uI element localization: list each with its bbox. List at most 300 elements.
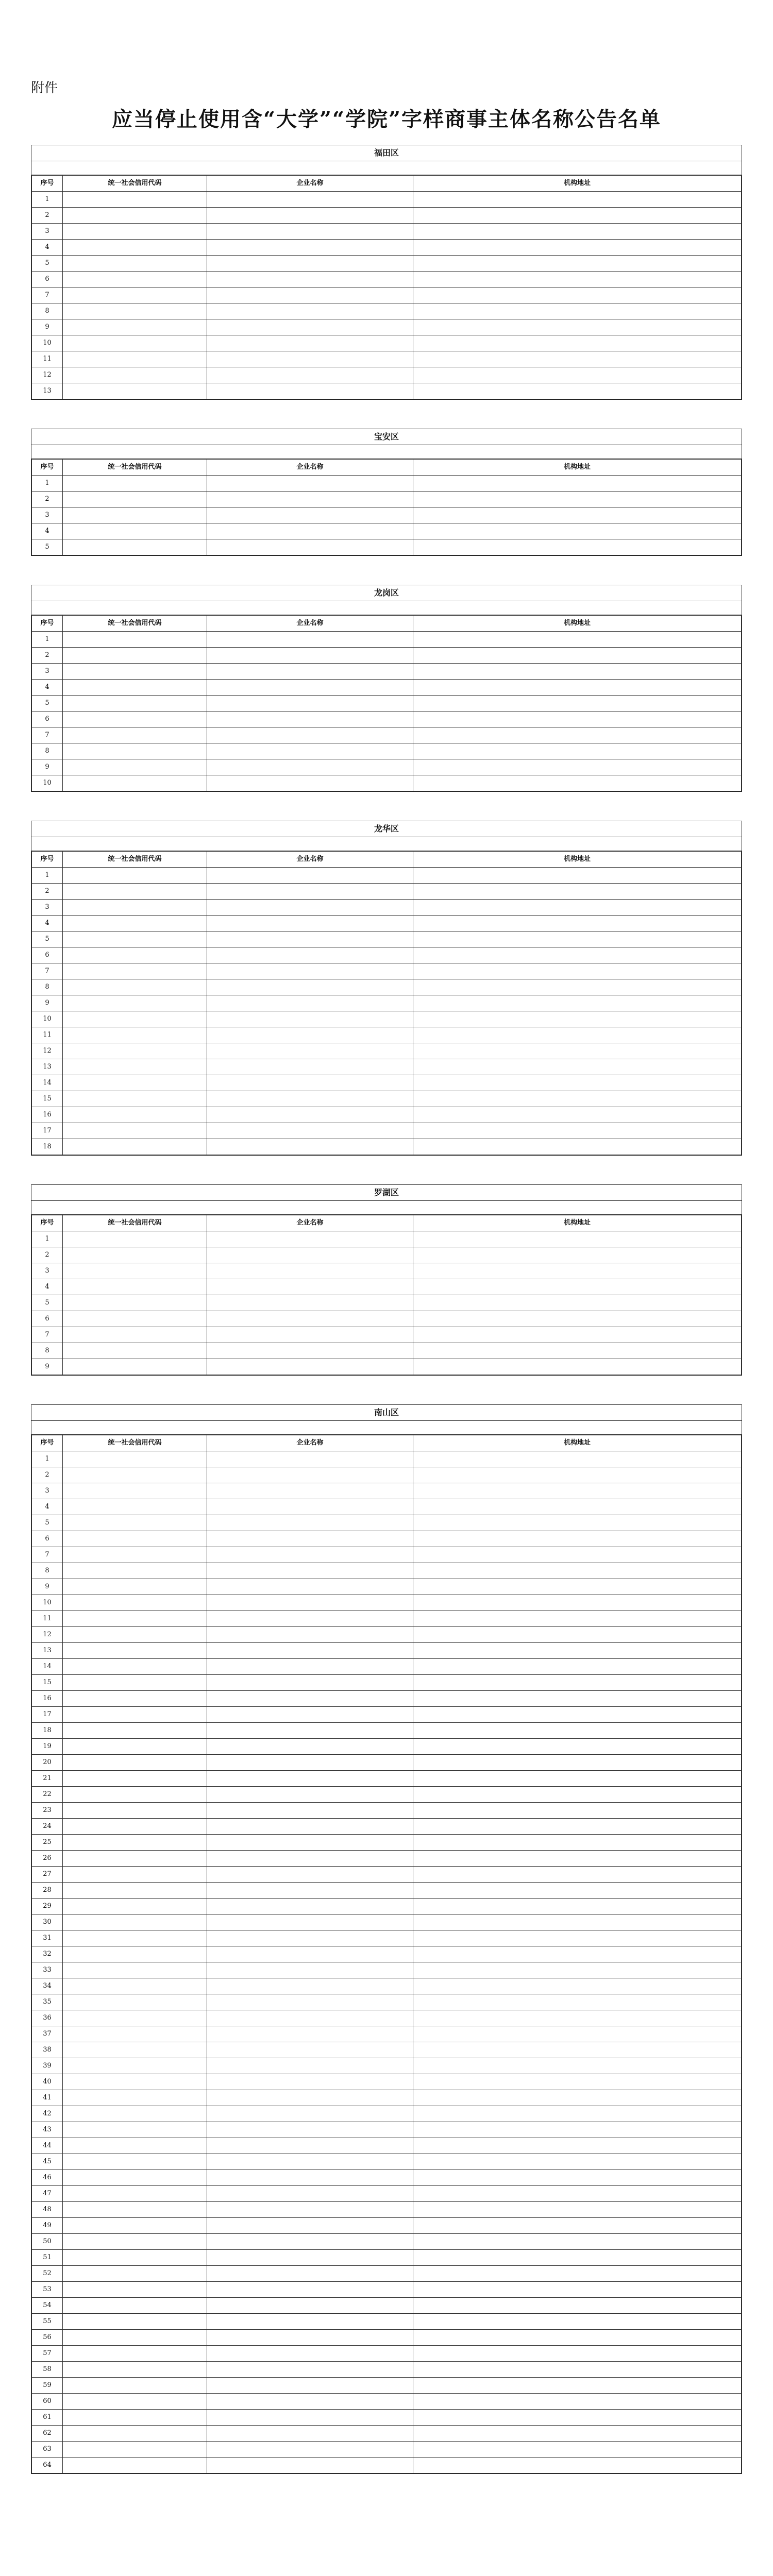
row-number: 56: [32, 2330, 63, 2346]
row-credit-code: [63, 1547, 207, 1563]
row-address: [413, 884, 742, 900]
row-company-name: [207, 884, 413, 900]
row-credit-code: [63, 351, 207, 367]
row-credit-code: [63, 2442, 207, 2458]
row-credit-code: [63, 240, 207, 256]
row-company-name: [207, 1659, 413, 1675]
row-address: [413, 632, 742, 648]
row-address: [413, 1883, 742, 1899]
table-row: [32, 1263, 742, 1279]
row-company-name: [207, 351, 413, 367]
row-number: 20: [32, 1755, 63, 1771]
page-title: 应当停止使用含“大学”“学院”字样商事主体名称公告名单: [111, 107, 662, 131]
row-company-name: [207, 539, 413, 555]
table-row: [32, 539, 742, 555]
row-address: [413, 539, 742, 555]
table-row: [32, 884, 742, 900]
row-address: [413, 2106, 742, 2122]
row-number: 14: [32, 1659, 63, 1675]
row-number: 2: [32, 208, 63, 224]
row-address: [413, 1075, 742, 1091]
row-credit-code: [63, 2330, 207, 2346]
row-number: 7: [32, 727, 63, 743]
row-credit-code: [63, 2234, 207, 2250]
table-row: [32, 1563, 742, 1579]
row-address: [413, 1359, 742, 1375]
row-number: 5: [32, 931, 63, 947]
row-credit-code: [63, 1311, 207, 1327]
row-number: 8: [32, 979, 63, 995]
row-credit-code: [63, 224, 207, 240]
row-number: 1: [32, 476, 63, 492]
row-address: [413, 2122, 742, 2138]
row-credit-code: [63, 2202, 207, 2218]
col-header-no: 序号: [32, 616, 63, 632]
row-number: 31: [32, 1930, 63, 1946]
row-credit-code: [63, 680, 207, 696]
row-company-name: [207, 2314, 413, 2330]
row-address: [413, 1279, 742, 1295]
row-number: 18: [32, 1139, 63, 1155]
row-company-name: [207, 1043, 413, 1059]
row-number: 18: [32, 1723, 63, 1739]
row-number: 32: [32, 1946, 63, 1962]
row-number: 7: [32, 1547, 63, 1563]
district-section: [31, 429, 742, 556]
entity-table: [31, 1435, 742, 2473]
row-company-name: [207, 2170, 413, 2186]
col-header-no: 序号: [32, 460, 63, 476]
row-credit-code: [63, 523, 207, 539]
row-number: 8: [32, 1343, 63, 1359]
entity-table: [31, 459, 742, 555]
row-number: 25: [32, 1835, 63, 1851]
row-credit-code: [63, 2106, 207, 2122]
row-address: [413, 1043, 742, 1059]
row-address: [413, 2394, 742, 2410]
table-row: [32, 2122, 742, 2138]
row-company-name: [207, 1123, 413, 1139]
row-company-name: [207, 1930, 413, 1946]
table-row: [32, 1107, 742, 1123]
row-address: [413, 1851, 742, 1867]
district-contact: [31, 601, 742, 615]
table-row: [32, 1835, 742, 1851]
table-row: [32, 1499, 742, 1515]
row-number: 60: [32, 2394, 63, 2410]
row-credit-code: [63, 1359, 207, 1375]
row-credit-code: [63, 539, 207, 555]
row-credit-code: [63, 1107, 207, 1123]
row-address: [413, 1946, 742, 1962]
row-address: [413, 1899, 742, 1914]
row-credit-code: [63, 1899, 207, 1914]
row-address: [413, 2346, 742, 2362]
row-address: [413, 2362, 742, 2378]
row-company-name: [207, 256, 413, 272]
row-company-name: [207, 1723, 413, 1739]
col-header-address: 机构地址: [413, 616, 742, 632]
row-number: 10: [32, 775, 63, 791]
table-header-row: [32, 616, 742, 632]
row-company-name: [207, 367, 413, 383]
row-number: 5: [32, 256, 63, 272]
table-row: [32, 1531, 742, 1547]
table-row: [32, 2058, 742, 2074]
row-company-name: [207, 1483, 413, 1499]
row-address: [413, 2314, 742, 2330]
row-address: [413, 1059, 742, 1075]
row-credit-code: [63, 664, 207, 680]
row-address: [413, 1867, 742, 1883]
row-credit-code: [63, 931, 207, 947]
row-credit-code: [63, 303, 207, 319]
row-address: [413, 1978, 742, 1994]
row-number: 23: [32, 1803, 63, 1819]
row-address: [413, 2186, 742, 2202]
district-contact: [31, 1421, 742, 1435]
row-credit-code: [63, 979, 207, 995]
table-row: [32, 696, 742, 711]
row-company-name: [207, 868, 413, 884]
row-credit-code: [63, 2266, 207, 2282]
row-company-name: [207, 2458, 413, 2473]
row-number: 61: [32, 2410, 63, 2426]
row-credit-code: [63, 492, 207, 507]
row-company-name: [207, 1547, 413, 1563]
col-header-no: 序号: [32, 852, 63, 868]
table-row: [32, 1867, 742, 1883]
row-number: 44: [32, 2138, 63, 2154]
row-company-name: [207, 1962, 413, 1978]
row-company-name: [207, 1075, 413, 1091]
row-credit-code: [63, 2362, 207, 2378]
table-row: [32, 1914, 742, 1930]
row-number: 6: [32, 1311, 63, 1327]
row-credit-code: [63, 1835, 207, 1851]
table-row: [32, 2106, 742, 2122]
row-address: [413, 208, 742, 224]
table-row: [32, 1295, 742, 1311]
row-company-name: [207, 1787, 413, 1803]
row-address: [413, 1091, 742, 1107]
table-row: [32, 1691, 742, 1707]
row-credit-code: [63, 2346, 207, 2362]
row-address: [413, 1755, 742, 1771]
row-address: [413, 1547, 742, 1563]
row-number: 50: [32, 2234, 63, 2250]
row-company-name: [207, 2090, 413, 2106]
row-number: 48: [32, 2202, 63, 2218]
row-address: [413, 727, 742, 743]
col-header-address: 机构地址: [413, 1435, 742, 1451]
table-row: [32, 2154, 742, 2170]
row-credit-code: [63, 1043, 207, 1059]
entity-table: [31, 1215, 742, 1375]
row-credit-code: [63, 192, 207, 208]
row-company-name: [207, 507, 413, 523]
table-row: [32, 476, 742, 492]
table-row: [32, 1139, 742, 1155]
table-row: [32, 2426, 742, 2442]
row-credit-code: [63, 648, 207, 664]
row-company-name: [207, 963, 413, 979]
row-credit-code: [63, 1627, 207, 1643]
row-address: [413, 979, 742, 995]
row-company-name: [207, 995, 413, 1011]
table-row: [32, 1787, 742, 1803]
row-company-name: [207, 1531, 413, 1547]
table-row: [32, 1451, 742, 1467]
row-number: 26: [32, 1851, 63, 1867]
row-company-name: [207, 1343, 413, 1359]
table-row: [32, 1343, 742, 1359]
sections-container: [31, 145, 742, 2474]
row-address: [413, 2330, 742, 2346]
entity-table: [31, 175, 742, 399]
row-company-name: [207, 492, 413, 507]
row-number: 46: [32, 2170, 63, 2186]
row-number: 49: [32, 2218, 63, 2234]
row-address: [413, 1343, 742, 1359]
row-number: 1: [32, 868, 63, 884]
row-company-name: [207, 2330, 413, 2346]
row-credit-code: [63, 995, 207, 1011]
row-address: [413, 335, 742, 351]
row-credit-code: [63, 759, 207, 775]
table-row: [32, 1359, 742, 1375]
row-company-name: [207, 1563, 413, 1579]
table-header-row: [32, 1215, 742, 1231]
col-header-code: 统一社会信用代码: [63, 460, 207, 476]
row-address: [413, 711, 742, 727]
row-address: [413, 1515, 742, 1531]
table-row: [32, 1231, 742, 1247]
row-number: 10: [32, 1011, 63, 1027]
table-row: [32, 1643, 742, 1659]
row-address: [413, 476, 742, 492]
row-number: 1: [32, 1451, 63, 1467]
district-contact: [31, 445, 742, 459]
row-company-name: [207, 680, 413, 696]
row-company-name: [207, 287, 413, 303]
table-row: [32, 2394, 742, 2410]
table-row: [32, 192, 742, 208]
row-credit-code: [63, 2170, 207, 2186]
row-company-name: [207, 1611, 413, 1627]
row-number: 13: [32, 1059, 63, 1075]
table-row: [32, 1247, 742, 1263]
row-company-name: [207, 1595, 413, 1611]
row-address: [413, 1803, 742, 1819]
row-company-name: [207, 1467, 413, 1483]
table-row: [32, 1547, 742, 1563]
row-company-name: [207, 1107, 413, 1123]
row-number: 52: [32, 2266, 63, 2282]
row-credit-code: [63, 1659, 207, 1675]
table-row: [32, 995, 742, 1011]
row-address: [413, 1123, 742, 1139]
row-credit-code: [63, 2138, 207, 2154]
row-credit-code: [63, 868, 207, 884]
row-credit-code: [63, 2122, 207, 2138]
row-credit-code: [63, 2154, 207, 2170]
table-row: [32, 916, 742, 931]
row-number: 1: [32, 192, 63, 208]
row-number: 3: [32, 664, 63, 680]
row-company-name: [207, 303, 413, 319]
row-company-name: [207, 272, 413, 287]
table-row: [32, 979, 742, 995]
row-company-name: [207, 931, 413, 947]
table-row: [32, 1311, 742, 1327]
row-company-name: [207, 2394, 413, 2410]
row-number: 51: [32, 2250, 63, 2266]
district-contact: [31, 1201, 742, 1215]
row-company-name: [207, 900, 413, 916]
row-address: [413, 287, 742, 303]
row-number: 62: [32, 2426, 63, 2442]
row-credit-code: [63, 272, 207, 287]
table-row: [32, 2026, 742, 2042]
col-header-code: 统一社会信用代码: [63, 852, 207, 868]
district-section: [31, 1404, 742, 2474]
table-row: [32, 1819, 742, 1835]
row-address: [413, 2042, 742, 2058]
row-address: [413, 995, 742, 1011]
row-credit-code: [63, 1962, 207, 1978]
table-row: [32, 1467, 742, 1483]
table-row: [32, 523, 742, 539]
row-number: 17: [32, 1123, 63, 1139]
row-number: 41: [32, 2090, 63, 2106]
row-address: [413, 1579, 742, 1595]
row-company-name: [207, 2442, 413, 2458]
table-row: [32, 2042, 742, 2058]
row-company-name: [207, 2218, 413, 2234]
row-credit-code: [63, 208, 207, 224]
row-company-name: [207, 208, 413, 224]
row-address: [413, 1835, 742, 1851]
table-row: [32, 2170, 742, 2186]
row-address: [413, 2074, 742, 2090]
row-company-name: [207, 1803, 413, 1819]
row-credit-code: [63, 1499, 207, 1515]
row-company-name: [207, 1027, 413, 1043]
district-contact: [31, 837, 742, 851]
table-row: [32, 507, 742, 523]
row-company-name: [207, 1263, 413, 1279]
row-company-name: [207, 2042, 413, 2058]
row-address: [413, 2026, 742, 2042]
row-credit-code: [63, 775, 207, 791]
table-row: [32, 1962, 742, 1978]
row-number: 38: [32, 2042, 63, 2058]
row-company-name: [207, 2010, 413, 2026]
row-company-name: [207, 523, 413, 539]
district-section: [31, 1184, 742, 1376]
row-address: [413, 272, 742, 287]
table-row: [32, 1579, 742, 1595]
attachment-label: 附件: [31, 80, 58, 96]
row-company-name: [207, 1851, 413, 1867]
table-row: [32, 1027, 742, 1043]
table-row: [32, 1091, 742, 1107]
table-row: [32, 2314, 742, 2330]
table-row: [32, 2074, 742, 2090]
row-number: 15: [32, 1675, 63, 1691]
row-address: [413, 2426, 742, 2442]
row-address: [413, 775, 742, 791]
row-company-name: [207, 1691, 413, 1707]
table-row: [32, 303, 742, 319]
row-company-name: [207, 1914, 413, 1930]
row-company-name: [207, 1311, 413, 1327]
row-company-name: [207, 1835, 413, 1851]
table-row: [32, 2218, 742, 2234]
row-number: 5: [32, 1515, 63, 1531]
row-company-name: [207, 1499, 413, 1515]
row-company-name: [207, 2234, 413, 2250]
row-number: 17: [32, 1707, 63, 1723]
row-number: 5: [32, 696, 63, 711]
row-address: [413, 2218, 742, 2234]
row-company-name: [207, 664, 413, 680]
row-company-name: [207, 632, 413, 648]
table-row: [32, 1707, 742, 1723]
row-company-name: [207, 2202, 413, 2218]
row-number: 8: [32, 303, 63, 319]
table-row: [32, 224, 742, 240]
row-address: [413, 2298, 742, 2314]
row-number: 3: [32, 507, 63, 523]
col-header-name: 企业名称: [207, 1435, 413, 1451]
row-credit-code: [63, 632, 207, 648]
table-row: [32, 1771, 742, 1787]
table-row: [32, 947, 742, 963]
row-address: [413, 1027, 742, 1043]
row-number: 36: [32, 2010, 63, 2026]
row-number: 63: [32, 2442, 63, 2458]
table-header-row: [32, 460, 742, 476]
row-address: [413, 367, 742, 383]
row-address: [413, 192, 742, 208]
row-credit-code: [63, 1771, 207, 1787]
row-number: 28: [32, 1883, 63, 1899]
table-row: [32, 680, 742, 696]
row-company-name: [207, 319, 413, 335]
entity-table: [31, 615, 742, 791]
row-address: [413, 351, 742, 367]
district-title: 宝安区: [31, 429, 742, 445]
table-row: [32, 319, 742, 335]
row-credit-code: [63, 367, 207, 383]
col-header-address: 机构地址: [413, 176, 742, 192]
row-number: 12: [32, 1627, 63, 1643]
row-number: 2: [32, 1247, 63, 1263]
row-company-name: [207, 2378, 413, 2394]
row-company-name: [207, 2074, 413, 2090]
row-credit-code: [63, 383, 207, 399]
table-row: [32, 1043, 742, 1059]
row-address: [413, 2250, 742, 2266]
row-number: 6: [32, 272, 63, 287]
table-row: [32, 2346, 742, 2362]
row-credit-code: [63, 1295, 207, 1311]
table-row: [32, 1059, 742, 1075]
table-row: [32, 1611, 742, 1627]
row-number: 13: [32, 1643, 63, 1659]
